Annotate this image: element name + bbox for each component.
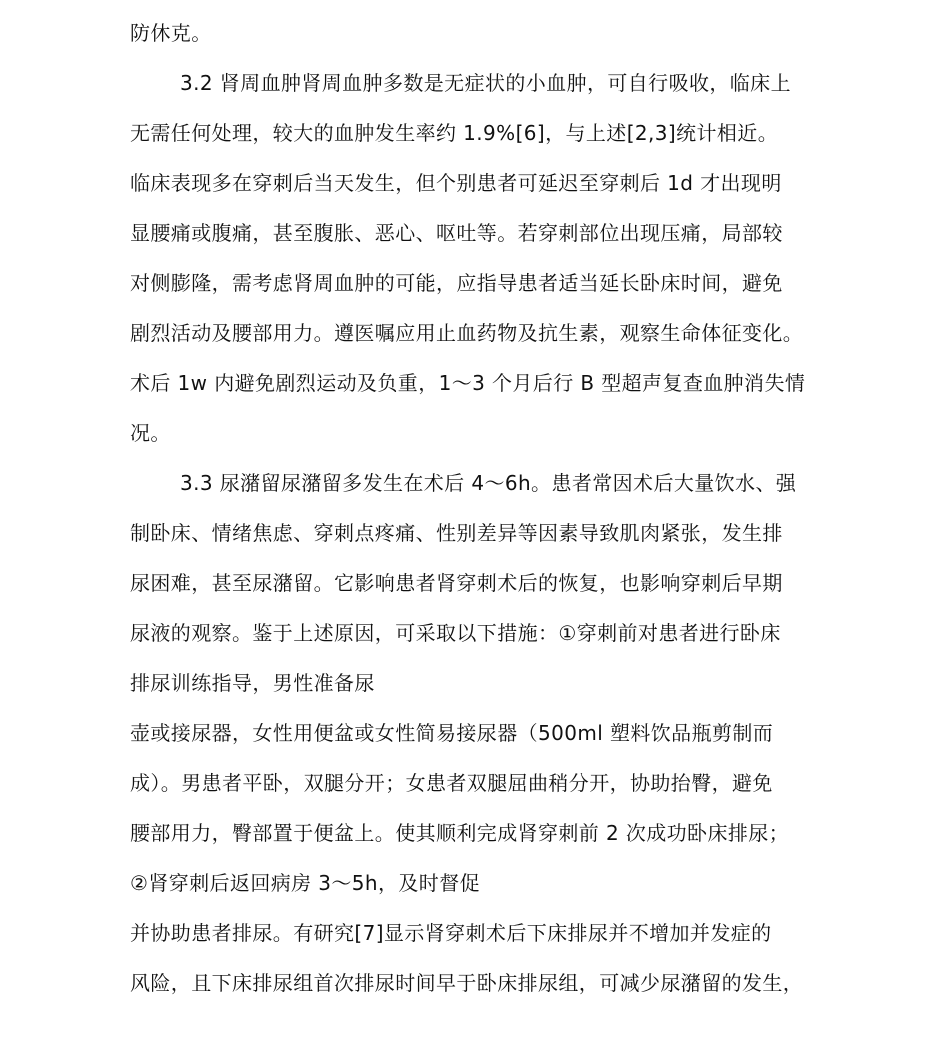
text-line: 剧烈活动及腰部用力。遵医嘱应用止血药物及抗生素，观察生命体征变化。	[130, 321, 804, 345]
text-line: 况。	[130, 421, 171, 445]
text-line: 风险，且下床排尿组首次排尿时间早于卧床排尿组，可减少尿潴留的发生，	[130, 971, 804, 995]
text-line: 临床表现多在穿刺后当天发生，但个别患者可延迟至穿刺后 1d 才出现明	[130, 171, 782, 195]
text-line: 尿困难，甚至尿潴留。它影响患者肾穿刺术后的恢复，也影响穿刺后早期	[130, 571, 783, 595]
text-line: 术后 1w 内避免剧烈运动及负重，1～3 个月后行 B 型超声复查血肿消失情	[130, 371, 806, 395]
text-line: 并协助患者排尿。有研究[7]显示肾穿刺术后下床排尿并不增加并发症的	[130, 921, 772, 945]
text-line: 腰部用力，臀部置于便盆上。使其顺利完成肾穿刺前 2 次成功卧床排尿；	[130, 821, 790, 845]
text-line: 排尿训练指导，男性准备尿	[130, 671, 375, 695]
section-heading-line: 3.2 肾周血肿肾周血肿多数是无症状的小血肿，可自行吸收，临床上	[180, 71, 791, 95]
text-line: ②肾穿刺后返回病房 3～5h，及时督促	[130, 871, 481, 895]
text-line: 显腰痛或腹痛，甚至腹胀、恶心、呕吐等。若穿刺部位出现压痛，局部较	[130, 221, 783, 245]
text-line: 无需任何处理，较大的血肿发生率约 1.9%[6]，与上述[2,3]统计相近。	[130, 121, 779, 145]
text-line: 尿液的观察。鉴于上述原因，可采取以下措施：①穿刺前对患者进行卧床	[130, 621, 781, 645]
section-heading-line: 3.3 尿潴留尿潴留多发生在术后 4～6h。患者常因术后大量饮水、强	[180, 471, 797, 495]
text-line: 成）。男患者平卧，双腿分开；女患者双腿屈曲稍分开，协助抬臀，避免	[130, 771, 773, 795]
text-line: 制卧床、情绪焦虑、穿刺点疼痛、性别差异等因素导致肌肉紧张，发生排	[130, 521, 783, 545]
text-line: 防休克。	[130, 21, 212, 45]
text-line: 壶或接尿器，女性用便盆或女性简易接尿器（500ml 塑料饮品瓶剪制而	[130, 721, 774, 745]
text-line: 对侧膨隆，需考虑肾周血肿的可能，应指导患者适当延长卧床时间，避免	[130, 271, 783, 295]
